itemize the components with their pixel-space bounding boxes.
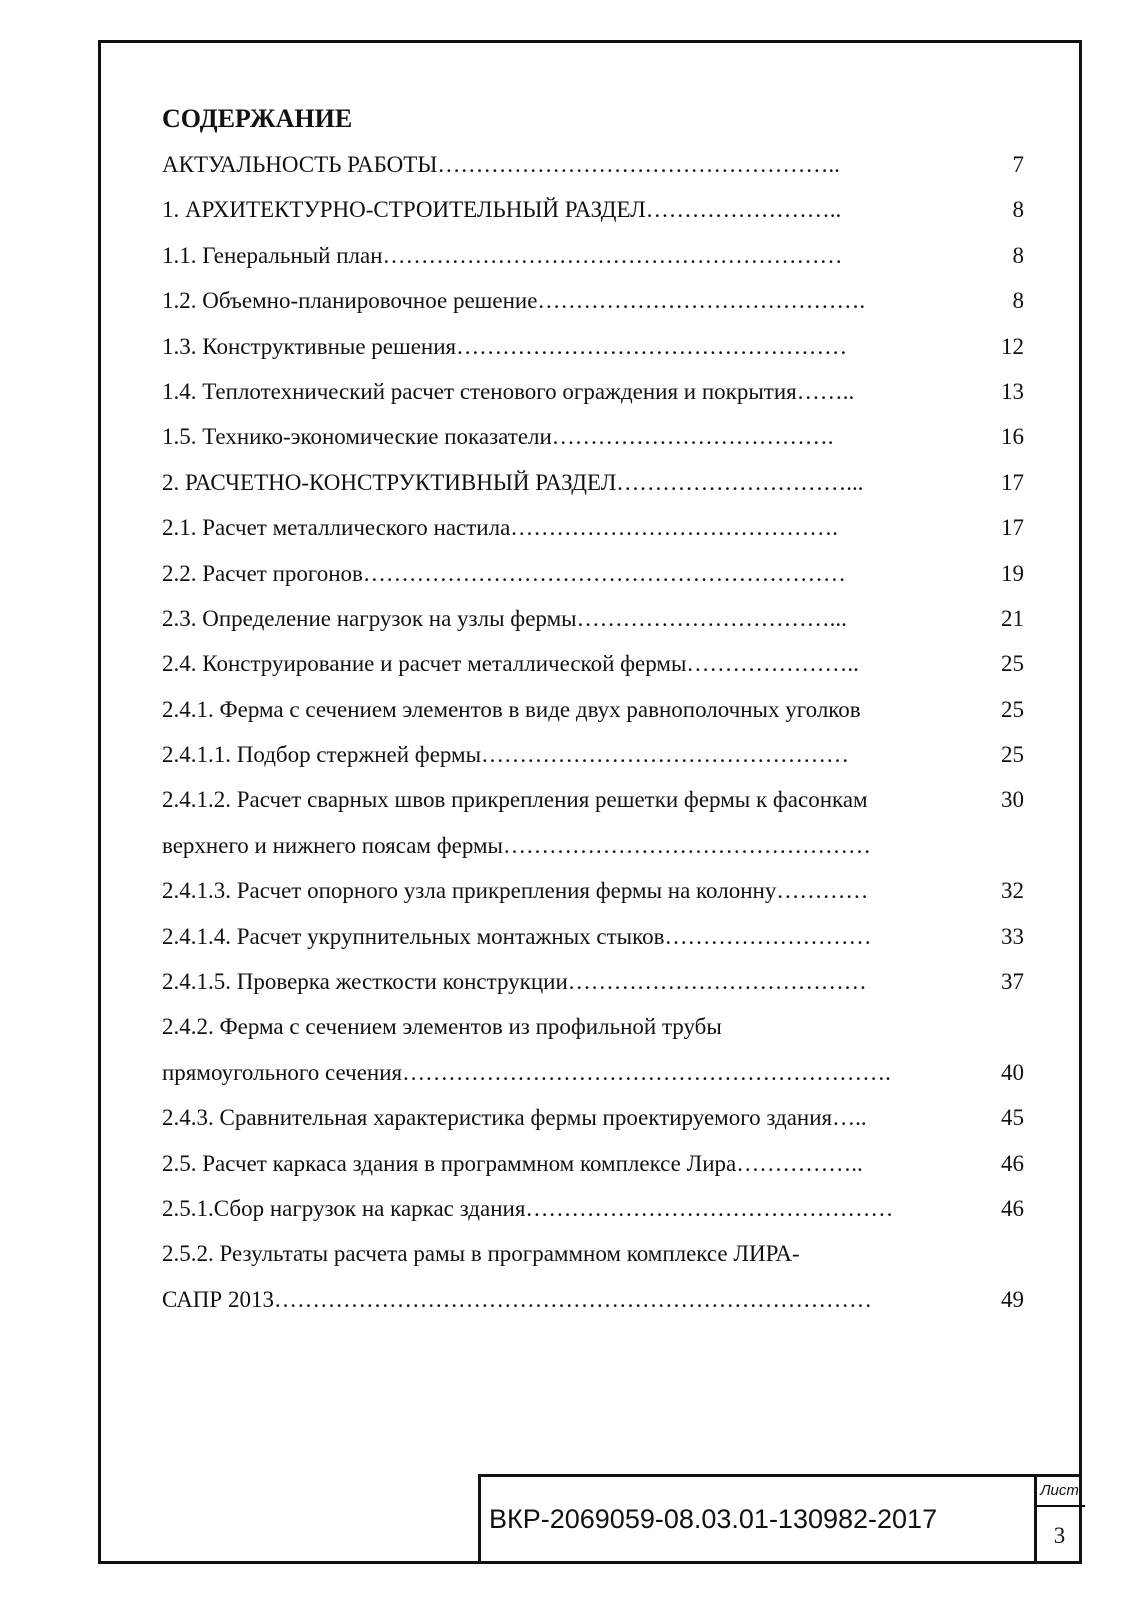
toc-entry-text: прямоугольного сечения………………………………………………………. [162, 1059, 891, 1085]
toc-entry-page: 8 [1012, 197, 1024, 223]
toc-entry [162, 1231, 1024, 1276]
toc-entry-page: 25 [1001, 742, 1024, 768]
toc-entry-text: 2.4.1.4. Расчет укрупнительных монтажных стыков……………………… [162, 923, 872, 949]
toc-entry [162, 142, 1024, 187]
toc-entry-page: 33 [1001, 923, 1024, 949]
toc-entry [162, 868, 1024, 913]
toc-entry-text: 2.4. Конструирование и расчет металлической фермы………………….. [162, 651, 859, 677]
toc-entry [162, 369, 1024, 414]
toc-entry-page: 30 [1001, 787, 1024, 813]
toc-entry-text: 2.5.2. Результаты расчета рамы в программном комплексе ЛИРА- [162, 1241, 800, 1267]
toc-entry-page: 25 [1001, 651, 1024, 677]
toc-entry-page: 40 [1001, 1059, 1024, 1085]
toc-entry-page: 21 [1001, 605, 1024, 631]
toc-entry [162, 1050, 1024, 1095]
toc-entry [162, 732, 1024, 777]
toc-entry [162, 641, 1024, 686]
toc-entry [162, 460, 1024, 505]
toc-entry [162, 1186, 1024, 1231]
toc-entry [162, 1095, 1024, 1140]
toc-entry [162, 1004, 1024, 1049]
toc-entry-text: АКТУАЛЬНОСТЬ РАБОТЫ…………………………………………….. [162, 152, 840, 177]
toc-entry-page: 46 [1001, 1195, 1024, 1221]
toc-entry [162, 959, 1024, 1004]
toc-entry-page: 46 [1001, 1150, 1024, 1176]
toc-entry [162, 823, 1024, 868]
table-of-contents [162, 142, 1024, 1322]
sheet-label: Лист [1040, 1482, 1079, 1499]
toc-entry-text: 2.4.1.2. Расчет сварных швов прикрепления решетки фермы к фасонкам [162, 787, 868, 813]
toc-entry-text: 2.2. Расчет прогонов……………………………………………………… [162, 560, 846, 586]
toc-entry-text: 2.4.2. Ферма с сечением элементов из профильной трубы [162, 1014, 722, 1040]
toc-entry [162, 505, 1024, 550]
toc-entry-text: 1.5. Технико-экономические показатели………………………………. [162, 424, 834, 450]
toc-entry [162, 1141, 1024, 1186]
title-block-stamp [478, 1474, 1082, 1564]
toc-entry-page: 25 [1001, 696, 1024, 722]
toc-entry-text: САПР 2013…………………………………………………………………… [162, 1286, 872, 1312]
toc-entry-text: 1.2. Объемно-планировочное решение……………………………………. [162, 288, 866, 314]
toc-entry-page: 12 [1001, 333, 1024, 359]
toc-entry-text: 1.4. Теплотехнический расчет стенового ограждения и покрытия…….. [162, 378, 855, 404]
toc-entry-text: 2.4.1. Ферма с сечением элементов в виде двух равнополочных уголков [162, 696, 861, 722]
toc-entry [162, 914, 1024, 959]
toc-entry-text: 2.4.1.5. Проверка жесткости конструкции………………………………… [162, 969, 867, 995]
toc-entry-page: 7 [1012, 152, 1024, 177]
toc-entry-text: 2.3. Определение нагрузок на узлы фермы……………………………... [162, 605, 847, 631]
toc-entry [162, 187, 1024, 232]
toc-entry-page: 8 [1012, 242, 1024, 268]
toc-entry-text: 2.5.1.Сбор нагрузок на каркас здания………………………………………… [162, 1195, 894, 1221]
toc-entry-page: 45 [1001, 1105, 1024, 1131]
toc-entry-text: 2.4.1.3. Расчет опорного узла прикрепления фермы на колонну………… [162, 878, 869, 904]
toc-entry-text: 1.3. Конструктивные решения…………………………………………… [162, 333, 848, 359]
toc-entry [162, 324, 1024, 369]
toc-entry-text: 2. РАСЧЕТНО-КОНСТРУКТИВНЫЙ РАЗДЕЛ…………………………... [162, 469, 864, 495]
toc-entry-text: 2.4.1.1. Подбор стержней фермы………………………………………… [162, 742, 850, 768]
toc-entry-page: 16 [1001, 424, 1024, 450]
toc-entry [162, 233, 1024, 278]
document-code: ВКР-2069059-08.03.01-130982-2017 [489, 1504, 938, 1534]
toc-entry-page: 49 [1001, 1286, 1024, 1312]
toc-entry-text: 2.4.3. Сравнительная характеристика фермы проектируемого здания….. [162, 1105, 867, 1131]
toc-entry-page: 17 [1001, 515, 1024, 541]
toc-entry [162, 777, 1024, 822]
toc-entry-page: 32 [1001, 878, 1024, 904]
toc-entry-page: 19 [1001, 560, 1024, 586]
toc-entry-page: 13 [1001, 378, 1024, 404]
sheet-number: 3 [1053, 1523, 1066, 1548]
toc-entry [162, 596, 1024, 641]
toc-entry [162, 414, 1024, 459]
toc-entry-text: 2.1. Расчет металлического настила……………………………………. [162, 515, 839, 541]
toc-title: СОДЕРЖАНИЕ [162, 104, 353, 133]
toc-entry-text: верхнего и нижнего поясам фермы………………………………………… [162, 832, 871, 858]
toc-entry-page: 8 [1012, 288, 1024, 314]
toc-entry [162, 687, 1024, 732]
toc-entry-text: 1. АРХИТЕКТУРНО-СТРОИТЕЛЬНЫЙ РАЗДЕЛ…………………….. [162, 197, 842, 223]
toc-entry [162, 278, 1024, 323]
toc-entry-text: 1.1. Генеральный план…………………………………………………… [162, 242, 843, 268]
toc-entry-text: 2.5. Расчет каркаса здания в программном комплексе Лира…………….. [162, 1150, 863, 1176]
toc-entry-page: 17 [1001, 469, 1024, 495]
toc-entry [162, 1277, 1024, 1322]
toc-entry [162, 551, 1024, 596]
toc-entry-page: 37 [1001, 969, 1024, 995]
